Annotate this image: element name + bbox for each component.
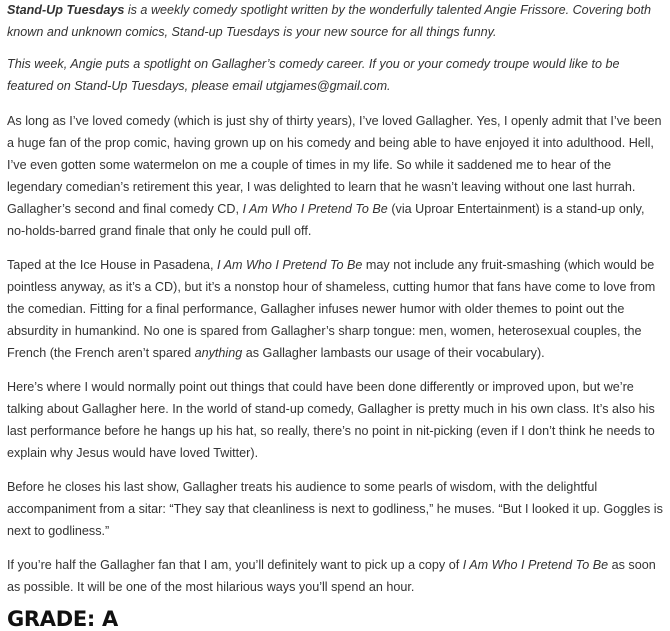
body-text: as soon as possible. It will be one of the most hilarious ways you’ll spend an hour. xyxy=(7,558,656,594)
album-title: I Am Who I Pretend To Be xyxy=(242,202,388,216)
emphasis-text: anything xyxy=(194,346,243,360)
intro-text: is a weekly comedy spotlight written by the wonderfully talented Angie Frissore. Covering both known and unknown comics, Stand-up Tuesdays is your new source for all things funny. xyxy=(7,3,651,39)
album-title: I Am Who I Pretend To Be xyxy=(462,558,609,572)
body-paragraph-4: Before he closes his last show, Gallagher treats his audience to some pearls of wisdom, with the delightful accompaniment from a sitar: “They say that cleanliness is next to godliness,” he muses. “But I looked it up. Goggles is next to godliness.” xyxy=(7,480,663,538)
column-title: Stand-Up Tuesdays xyxy=(7,3,125,17)
body-text: As long as I’ve loved comedy (which is just shy of thirty years), I’ve loved Gallagher. Yes, I openly admit that I’ve been a huge fan of the prop comic, having grown up on his comedy and being able to have enjoyed it into adulthood. Hell, I’ve even gotten some watermelon on me a couple of times in my life. So while it saddened me to hear of the legendary comedian’s retirement this year, I was delighted to learn that he wasn’t leaving without one last hurrah. Gallagher’s second and final comedy CD, xyxy=(7,114,662,216)
grade-heading: GRADE: A xyxy=(7,607,118,631)
body-text: If you’re half the Gallagher fan that I am, you’ll definitely want to pick up a copy of xyxy=(7,558,463,572)
intro-paragraph xyxy=(7,0,664,43)
body-text: (via Uproar Entertainment) is a stand-up only, no-holds-barred grand finale that only he could pull off. xyxy=(7,202,645,238)
body-paragraph-5 xyxy=(7,554,664,598)
body-text: Taped at the Ice House in Pasadena, xyxy=(7,258,218,272)
body-text: as Gallagher lambasts our usage of their vocabulary). xyxy=(242,346,545,360)
body-paragraph-3: Here’s where I would normally point out things that could have been done differently or improved upon, but we’re talking about Gallagher here. In the world of stand-up comedy, Gallagher is pretty much in his own class. It’s also his last performance before he hangs up his hat, so really, there’s no point in nit-picking (even if I don’t think he needs to explain why Jesus would have loved Twitter). xyxy=(7,380,655,460)
body-paragraph-1 xyxy=(7,110,664,242)
album-title: I Am Who I Pretend To Be xyxy=(217,258,363,272)
body-paragraph-2 xyxy=(7,254,664,364)
intro-note-paragraph xyxy=(7,53,664,97)
body-text: may not include any fruit-smashing (which would be pointless anyway, as it’s a CD), but it’s a nonstop hour of shameless, cutting humor that fans have come to love from the comedian. Fitting for a final performance, Gallagher infuses newer humor with older themes to point out the absurdity in humankind. No one is spared from Gallagher’s sharp tongue: men, women, heterosexual couples, the French (the French aren’t spared xyxy=(7,258,656,360)
intro-note-text: This week, Angie puts a spotlight on Gallagher’s comedy career. If you or your comedy troupe would like to be featured on Stand-Up Tuesdays, please email utgjames@gmail.com. xyxy=(7,57,620,93)
